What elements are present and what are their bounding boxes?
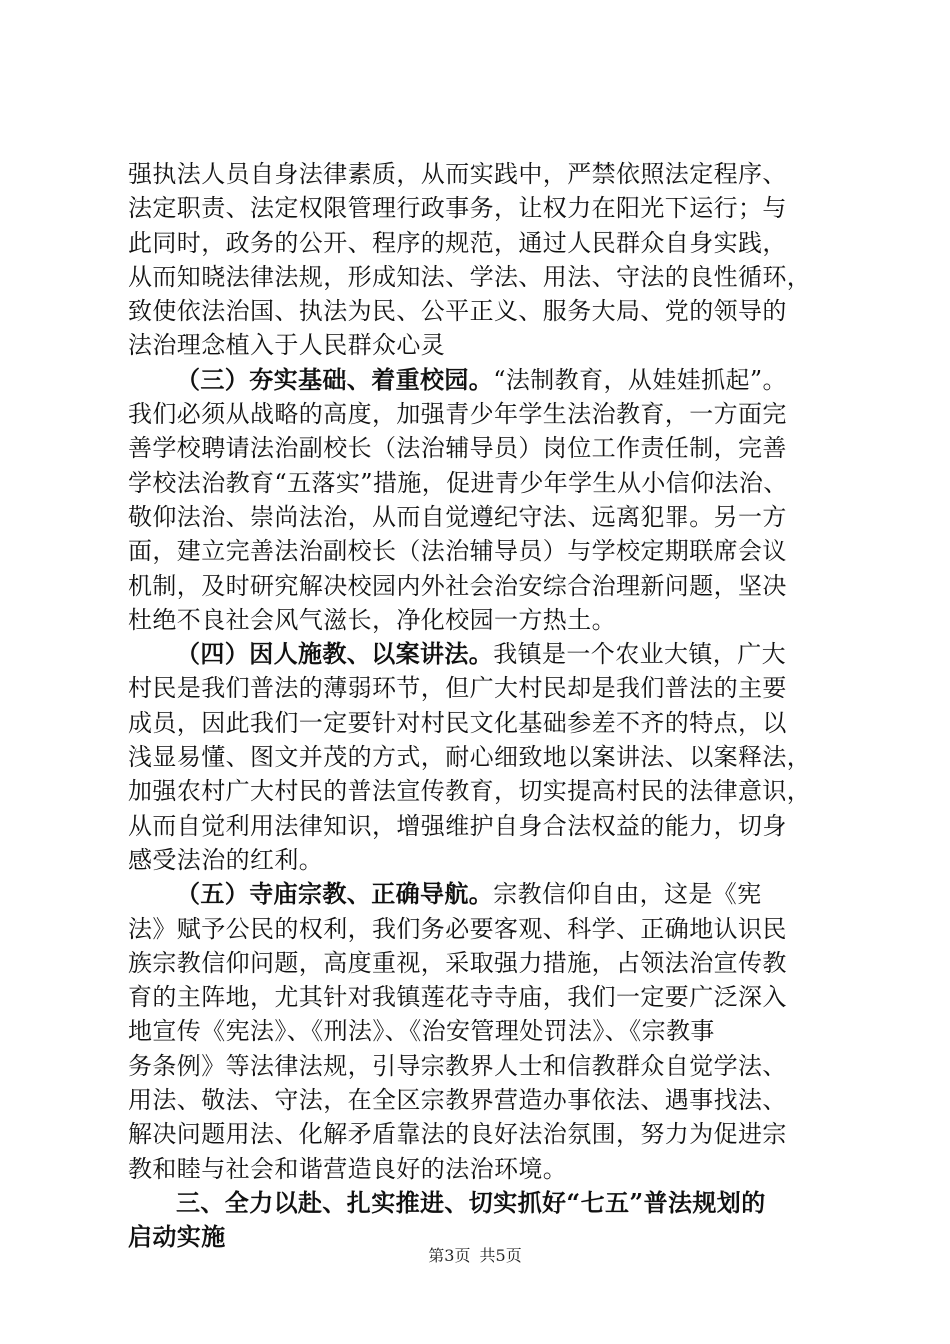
text-line [128, 843, 830, 877]
document-body [128, 157, 830, 1255]
line-text: 杜绝不良社会风气滋长，净化校园一方热土。 [128, 605, 616, 634]
text-line [128, 877, 830, 911]
text-line [128, 431, 830, 465]
section-heading: 启动实施 [128, 1222, 226, 1252]
line-text: 法治理念植入于人民群众心灵 [128, 331, 446, 360]
line-text: 教和睦与社会和谐营造良好的法治环境。 [128, 1154, 568, 1183]
text-line [128, 1083, 830, 1117]
text-line [128, 1117, 830, 1151]
line-text: 地宣传《宪法》、《刑法》、《治安管理处罚法》、《宗教事 [128, 1017, 715, 1046]
page-number: 第3页 [428, 1246, 471, 1265]
line-text: 浅显易懂、图文并茂的方式，耐心细致地以案讲法、以案释法， [128, 743, 812, 772]
text-line [128, 466, 830, 500]
line-text: 感受法治的红利。 [128, 845, 324, 874]
line-text: 用法、敬法、守法，在全区宗教界营造办事依法、遇事找法、 [128, 1086, 787, 1115]
line-text: 宗教信仰自由，这是《宪 [493, 880, 762, 909]
text-line [128, 603, 830, 637]
line-text: 善学校聘请法治副校长（法治辅导员）岗位工作责任制，完善 [128, 434, 787, 463]
line-text: 法》赋予公民的权利，我们务必要客观、科学、正确地认识民 [128, 914, 787, 943]
text-line [128, 294, 830, 328]
line-text: 此同时，政务的公开、程序的规范，通过人民群众自身实践， [128, 228, 787, 257]
section-heading: （四）因人施教、以案讲法。 [176, 639, 494, 669]
text-line [128, 912, 830, 946]
text-line [128, 1014, 830, 1048]
text-line [128, 397, 830, 431]
line-text: 我们必须从战略的高度，加强青少年学生法治教育，一方面完 [128, 400, 787, 429]
line-text: 务条例》等法律法规，引导宗教界人士和信教群众自觉学法、 [128, 1051, 787, 1080]
text-line [128, 226, 830, 260]
text-line [128, 980, 830, 1014]
text-line [128, 191, 830, 225]
text-line [128, 946, 830, 980]
text-line [128, 774, 830, 808]
text-line [128, 534, 830, 568]
line-text: 强执法人员自身法律素质，从而实践中，严禁依照法定程序、 [128, 160, 787, 188]
text-line [128, 260, 830, 294]
line-text: 解决问题用法、化解矛盾靠法的良好法治氛围，努力为促进宗 [128, 1120, 787, 1149]
section-heading: （五）寺庙宗教、正确导航。 [176, 879, 494, 909]
line-text: 成员，因此我们一定要针对村民文化基础参差不齐的特点，以 [128, 708, 787, 737]
line-text: 机制，及时研究解决校园内外社会治安综合治理新问题，坚决 [128, 571, 787, 600]
line-text: 面，建立完善法治副校长（法治辅导员）与学校定期联席会议 [128, 537, 787, 566]
text-line [128, 671, 830, 705]
line-text: 致使依法治国、执法为民、公平正义、服务大局、党的领导的 [128, 297, 787, 326]
section-heading: 三、全力以赴、扎实推进、切实抓好“七五”普法规划的 [176, 1187, 766, 1217]
line-text: 从而知晓法律法规，形成知法、学法、用法、守法的良性循环， [128, 262, 812, 291]
line-text: 法定职责、法定权限管理行政事务，让权力在阳光下运行；与 [128, 194, 787, 223]
line-text: 族宗教信仰问题，高度重视，采取强力措施，占领法治宣传教 [128, 948, 787, 977]
line-text: 我镇是一个农业大镇，广大 [493, 640, 787, 669]
line-text: 学校法治教育“五落实”措施，促进青少年学生从小信仰法治、 [128, 468, 788, 497]
line-text: 加强农村广大村民的普法宣传教育，切实提高村民的法律意识， [128, 777, 812, 806]
page-total: 共5页 [479, 1246, 522, 1265]
line-text: 育的主阵地，尤其针对我镇莲花寺寺庙，我们一定要广泛深入 [128, 983, 787, 1012]
text-line [128, 809, 830, 843]
text-line [128, 1186, 830, 1220]
text-line [128, 706, 830, 740]
text-line [128, 569, 830, 603]
page-footer [0, 1243, 950, 1266]
text-line [128, 328, 830, 362]
section-heading: （三）夯实基础、着重校园。 [176, 364, 494, 394]
line-text: “法制教育，从娃娃抓起”。 [493, 365, 787, 394]
text-line [128, 637, 830, 671]
line-text: 敬仰法治、崇尚法治，从而自觉遵纪守法、远离犯罪。另一方 [128, 502, 787, 531]
text-line [128, 363, 830, 397]
line-text: 村民是我们普法的薄弱环节，但广大村民却是我们普法的主要 [128, 674, 787, 703]
text-line [128, 500, 830, 534]
text-line [128, 1152, 830, 1186]
text-line [128, 1049, 830, 1083]
text-line [128, 740, 830, 774]
text-line [128, 157, 830, 191]
line-text: 从而自觉利用法律知识，增强维护自身合法权益的能力，切身 [128, 811, 787, 840]
